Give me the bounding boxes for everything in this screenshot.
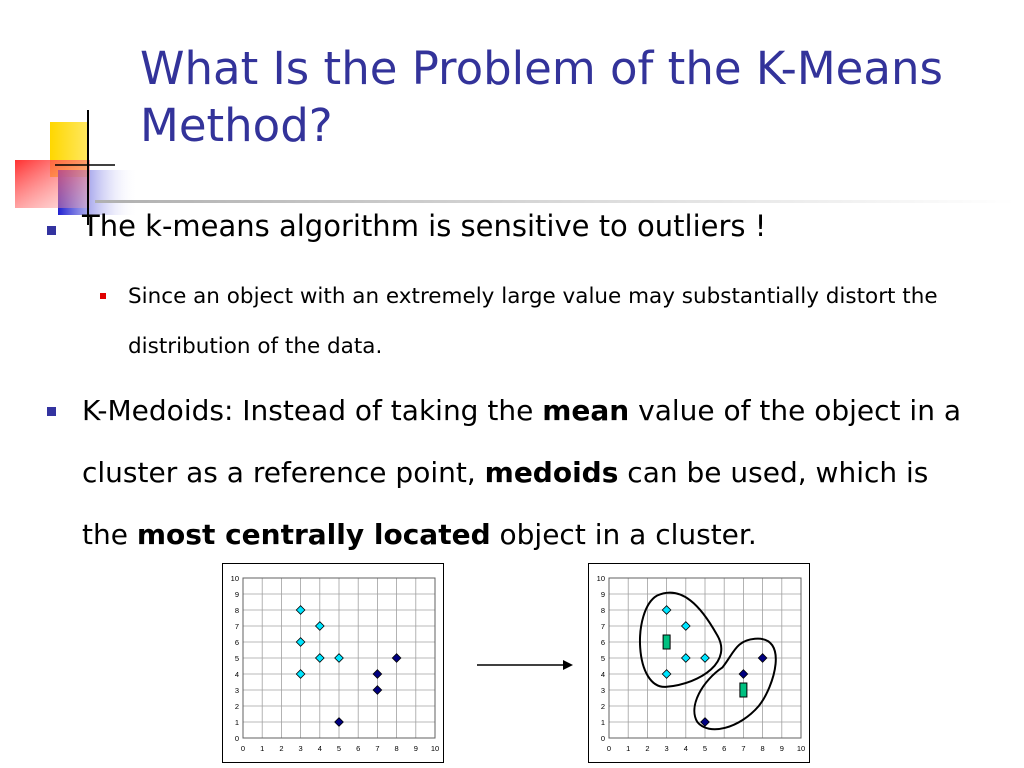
y-tick-label: 5 [600,654,605,663]
x-tick-label: 4 [683,744,688,753]
y-tick-label: 8 [234,606,239,615]
bold-term-most-central: most centrally located [136,518,491,551]
scatter-plot-before [222,563,444,763]
plot-frame [223,564,444,763]
sub-bullet-marker [100,293,106,299]
y-tick-label: 1 [234,718,239,727]
x-tick-label: 8 [760,744,765,753]
x-tick-label: 3 [298,744,303,753]
x-tick-label: 7 [741,744,746,753]
arrow [475,655,575,675]
x-tick-label: 3 [664,744,669,753]
x-tick-label: 6 [356,744,361,753]
y-tick-label: 7 [234,622,239,631]
bold-term-medoids: medoids [484,456,619,489]
x-tick-label: 2 [279,744,284,753]
y-tick-label: 4 [600,670,605,679]
x-tick-label: 7 [375,744,380,753]
y-tick-label: 9 [234,590,239,599]
x-tick-label: 8 [394,744,399,753]
sub-bullet-distortion: Since an object with an extremely large value may substantially distort the distribution of the data. [128,284,938,359]
y-tick-label: 3 [600,686,605,695]
x-tick-label: 6 [722,744,727,753]
text-run: value of the object in a cluster as a reference point, [82,394,962,489]
y-tick-label: 0 [234,734,239,743]
x-tick-label: 4 [317,744,322,753]
y-tick-label: 4 [234,670,239,679]
x-tick-label: 10 [430,744,440,753]
x-tick-label: 0 [240,744,246,753]
text-run: K-Medoids: Instead of taking the [82,394,543,427]
y-tick-label: 0 [600,734,605,743]
x-tick-label: 0 [606,744,612,753]
arrow-head [563,660,573,670]
y-tick-label: 2 [600,702,605,711]
slide-title: What Is the Problem of the K-Means Method? [140,42,943,152]
x-tick-label: 9 [779,744,784,753]
x-tick-label: 1 [626,744,631,753]
y-tick-label: 5 [234,654,239,663]
bullet-sensitive-to-outliers: The k-means algorithm is sensitive to outliers ! [82,209,767,243]
x-tick-label: 2 [645,744,650,753]
y-tick-label: 10 [230,574,239,583]
x-tick-label: 1 [260,744,265,753]
medoid-point [663,635,670,649]
y-tick-label: 9 [600,590,605,599]
scatter-plot-after [588,563,810,763]
y-tick-label: 8 [600,606,605,615]
bullet-marker [47,407,56,416]
bullet-marker [47,226,56,235]
y-tick-label: 6 [234,638,239,647]
bold-term-mean: mean [542,394,630,427]
y-tick-label: 3 [234,686,239,695]
x-tick-label: 5 [336,744,342,753]
bullet-k-medoids [82,380,962,566]
y-tick-label: 6 [600,638,605,647]
x-tick-label: 10 [796,744,806,753]
text-run: can be used, which is the [82,456,929,551]
y-tick-label: 7 [600,622,605,631]
medoid-point [740,683,747,697]
y-tick-label: 2 [234,702,239,711]
x-tick-label: 9 [413,744,418,753]
title-divider [95,200,1015,203]
y-tick-label: 1 [600,718,605,727]
x-tick-label: 5 [702,744,708,753]
y-tick-label: 10 [596,574,605,583]
text-run: object in a cluster. [490,518,757,551]
